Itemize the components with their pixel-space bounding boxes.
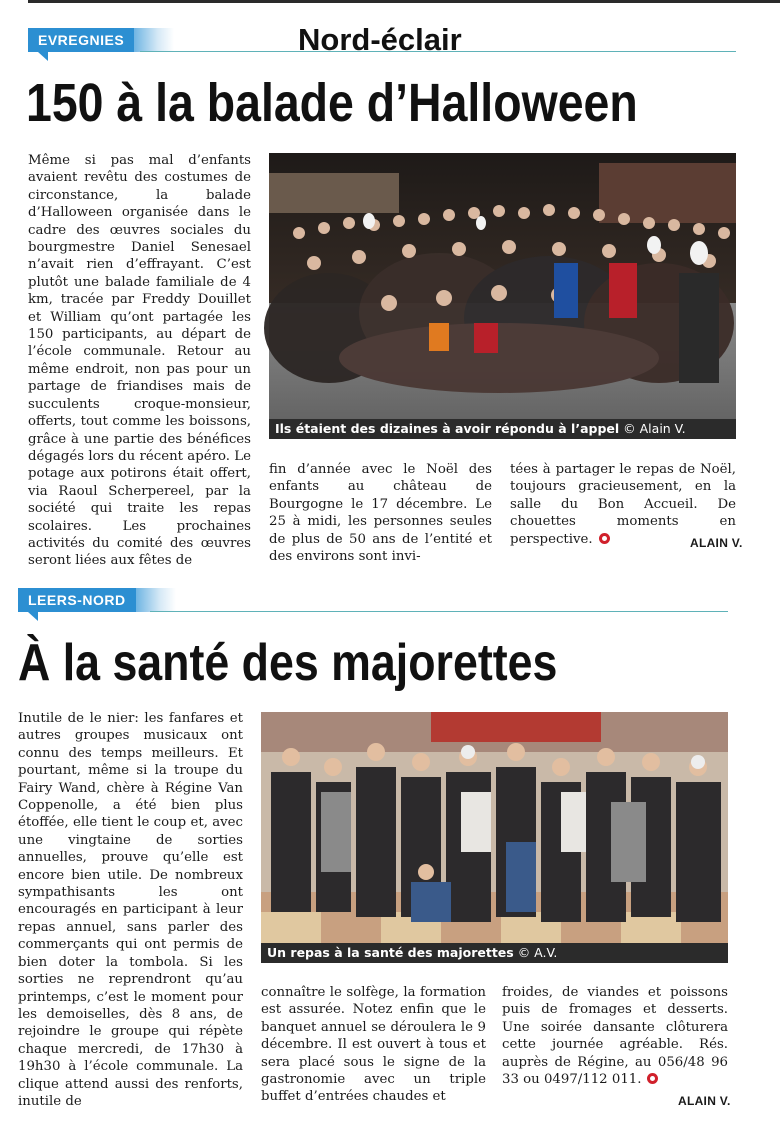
section-tag: EVREGNIES <box>28 28 134 52</box>
article-column-2 <box>269 461 492 565</box>
section-rule <box>150 611 728 612</box>
article-headline: 150 à la balade d’Halloween <box>26 73 638 133</box>
article-column-3 <box>510 461 736 548</box>
section-header-leers-nord <box>18 588 728 621</box>
group-photo-halloween <box>269 153 736 439</box>
article-column-1 <box>28 152 251 569</box>
column-text: fin d’année avec le Noël des enfants au château de Bourgogne le 17 décembre. Le 25 à midi, les personnes seules de plus de 50 ans de l’entité et des environs sont invi- <box>269 462 492 565</box>
column-text: connaître le solfège, la formation est assurée. Notez enfin que le banquet annuel se déroulera le 9 décembre. Il est ouvert à tous et sera placé sous le signe de la gastronomie avec un triple buffet d’entrées chaudes et <box>261 985 486 1105</box>
photo-illustration <box>269 153 736 439</box>
tag-pointer-decoration <box>38 52 48 61</box>
end-of-article-icon <box>647 1073 658 1084</box>
caption-text: Ils étaient des dizaines à avoir répondu à l’appel <box>275 421 620 436</box>
section-tag: LEERS-NORD <box>18 588 136 612</box>
author-signature: ALAIN V. <box>678 1094 731 1108</box>
column-text: froides, de viandes et poissons puis de fromages et desserts. Une soirée dansante clôturera cette journée agréable. Rés. auprès de Régine, au 056/48 96 33 ou 0497/112 011. <box>502 985 728 1088</box>
end-of-article-icon <box>599 533 610 544</box>
column-text: Inutile de le nier: les fanfares et autres groupes musicaux ont connu des temps meilleurs. Et pourtant, même si la troupe du Fairy Wand, chère à Régine Van Coppenolle, a été bien plus étoffée, elle tient le coup et, avec une vingtaine de sorties annuelles, prouve qu’elle est encore bien utile. De nombreux sympathisants les ont encouragés en participant à leur repas annuel, sans parler des commerçants qui ont permis de bien doter la tombola. Si les sorties ne reprendront qu’au printemps, c’est le moment pour les demoiselles, dès 8 ans, de rejoindre le groupe qui répète chaque mercredi, de 17h30 à 19h30 à l’école communale. La clique attend aussi des renforts, inutile de <box>18 711 243 1109</box>
photo-illustration <box>261 712 728 963</box>
photo-caption <box>261 943 728 963</box>
column-text: Même si pas mal d’enfants avaient revêtu des costumes de circonstance, la balade d’Halloween organisée dans le cadre des œuvres sociales du bourgmestre Daniel Senesael n’avait rien d’effrayant. C’est plutôt une balade familiale de 4 km, tracée par Freddy Douillet et William qu’ont partagée les 150 participants, au départ de l’école communale. Retour au même endroit, non pas pour un partage de friandises mais de succulents croque-monsieur, offerts, tout comme les boissons, grâce à une partie des bénéfices dégagés lors du récent apéro. Le potage aux potirons était offert, via Raoul Scherpereel, par la société qui traite les repas scolaires. Les prochaines activités du comité des œuvres seront liées aux fêtes de <box>28 153 251 569</box>
caption-credit: © Alain V. <box>623 421 686 436</box>
tag-fade-decoration <box>136 588 176 612</box>
column-text: tées à partager le repas de Noël, toujours gracieusement, en la salle du Bon Accueil. De chouettes moments en perspective. <box>510 462 736 547</box>
newspaper-masthead: Nord-éclair <box>298 22 462 57</box>
article-column-3 <box>502 984 728 1088</box>
article-headline: À la santé des majorettes <box>18 634 558 692</box>
tag-pointer-decoration <box>28 612 38 621</box>
article-column-1 <box>18 710 243 1110</box>
group-photo-majorettes <box>261 712 728 963</box>
top-border <box>28 0 780 3</box>
caption-credit: © A.V. <box>517 945 558 960</box>
tag-fade-decoration <box>134 28 174 52</box>
article-column-2 <box>261 984 486 1106</box>
photo-caption <box>269 419 736 439</box>
caption-text: Un repas à la santé des majorettes <box>267 945 514 960</box>
author-signature: ALAIN V. <box>690 536 743 550</box>
